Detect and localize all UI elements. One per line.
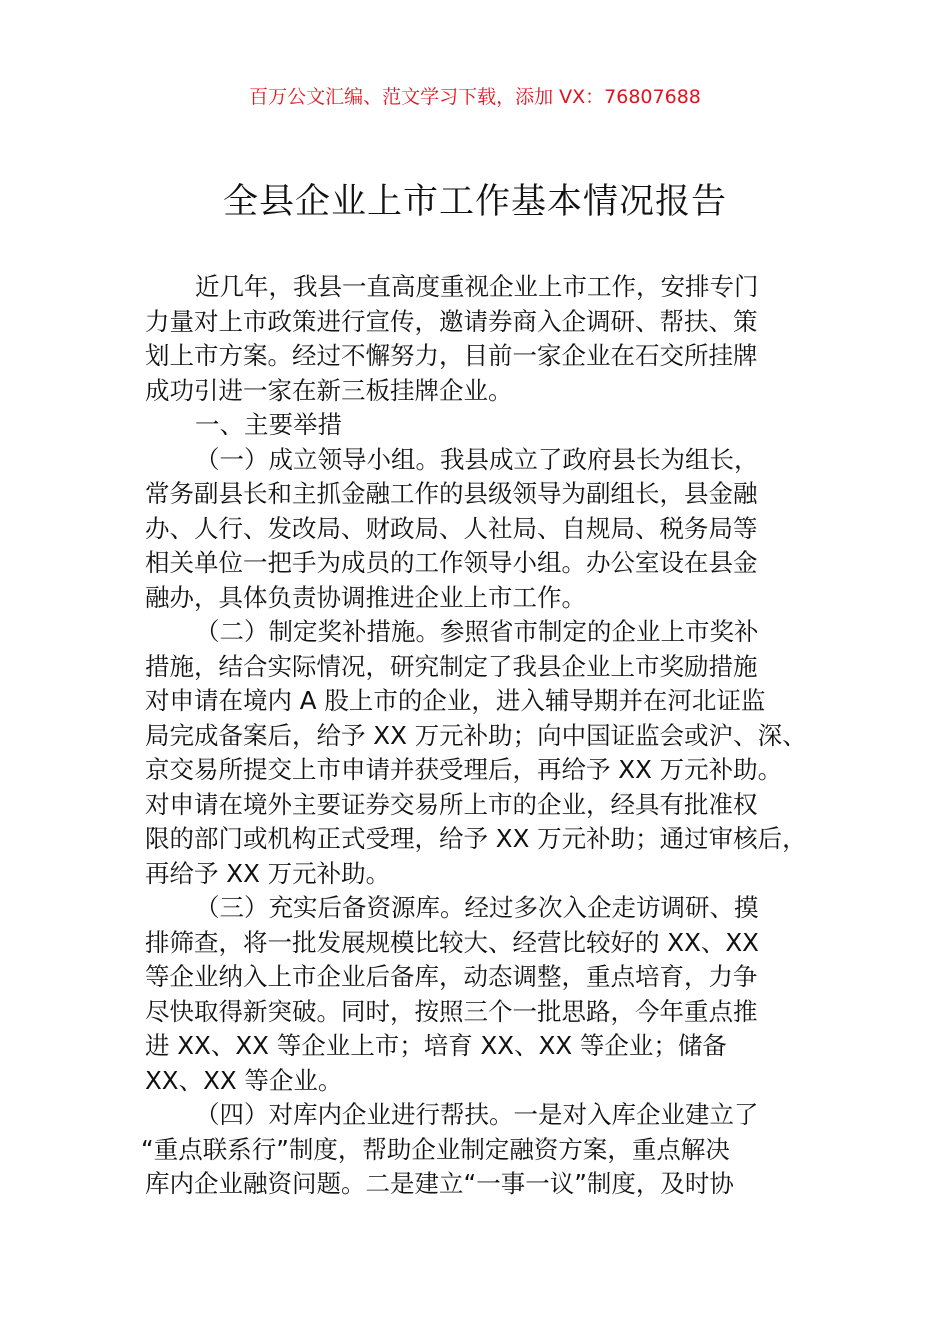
subsection-3-line: 排筛查，将一批发展规模比较大、经营比较好的 XX、XX [145, 927, 759, 957]
subsection-4-line: 库内企业融资问题。二是建立“一事一议”制度，及时协 [145, 1169, 734, 1198]
subsection-3-line: 尽快取得新突破。同时，按照三个一批思路，今年重点推 [145, 996, 758, 1026]
watermark-text: 百万公文汇编、范文学习下载，添加 VX：76807688 [249, 86, 701, 108]
subsection-2-line: 再给予 XX 万元补助。 [145, 858, 391, 888]
subsection-1-line: 办、人行、发改局、财政局、人社局、自规局、税务局等 [145, 513, 758, 543]
subsection-3-line: 进 XX、XX 等企业上市；培育 XX、XX 等企业；储备 [145, 1031, 727, 1060]
subsection-2-line: 限的部门或机构正式受理，给予 XX 万元补助；通过审核后， [145, 824, 807, 853]
subsection-4-line: “重点联系行”制度，帮助企业制定融资方案，重点解决 [141, 1134, 730, 1164]
section-heading: 一、主要举措 [195, 410, 342, 439]
subsection-2-line: 措施，结合实际情况，研究制定了我县企业上市奖励措施 [145, 651, 758, 681]
subsection-2-line: （二）制定奖补措施。参照省市制定的企业上市奖补 [195, 617, 759, 646]
subsection-1-line: 常务副县长和主抓金融工作的县级领导为副组长，县金融 [145, 479, 758, 508]
subsection-1-line: 相关单位一把手为成员的工作领导小组。办公室设在县金 [145, 548, 758, 577]
subsection-2-line: 对申请在境外主要证券交易所上市的企业，经具有批准权 [145, 789, 758, 819]
paragraph-intro-line: 成功引进一家在新三板挂牌企业。 [145, 375, 513, 405]
subsection-4-line: （四）对库内企业进行帮扶。一是对入库企业建立了 [195, 1100, 759, 1129]
subsection-2-line: 京交易所提交上市申请并获受理后，再给予 XX 万元补助。 [145, 755, 783, 784]
paragraph-intro-line: 力量对上市政策进行宣传，邀请券商入企调研、帮扶、策 [145, 306, 758, 336]
subsection-1-line: 融办，具体负责协调推进企业上市工作。 [145, 582, 586, 612]
subsection-3-line: （三）充实后备资源库。经过多次入企走访调研、摸 [195, 893, 759, 922]
subsection-2-line: 局完成备案后，给予 XX 万元补助；向中国证监会或沪、深、 [145, 720, 807, 750]
subsection-3-line: 等企业纳入上市企业后备库，动态调整，重点培育，力争 [145, 962, 758, 991]
subsection-2-line: 对申请在境内 A 股上市的企业，进入辅导期并在河北证监 [145, 686, 766, 715]
paragraph-intro-line: 近几年，我县一直高度重视企业上市工作，安排专门 [195, 272, 759, 301]
subsection-3-line: XX、XX 等企业。 [145, 1065, 343, 1095]
subsection-1-line: （一）成立领导小组。我县成立了政府县长为组长， [195, 444, 759, 474]
document-title: 全县企业上市工作基本情况报告 [222, 182, 727, 222]
paragraph-intro-line: 划上市方案。经过不懈努力，目前一家企业在石交所挂牌 [145, 341, 758, 370]
document-body [141, 270, 815, 1202]
